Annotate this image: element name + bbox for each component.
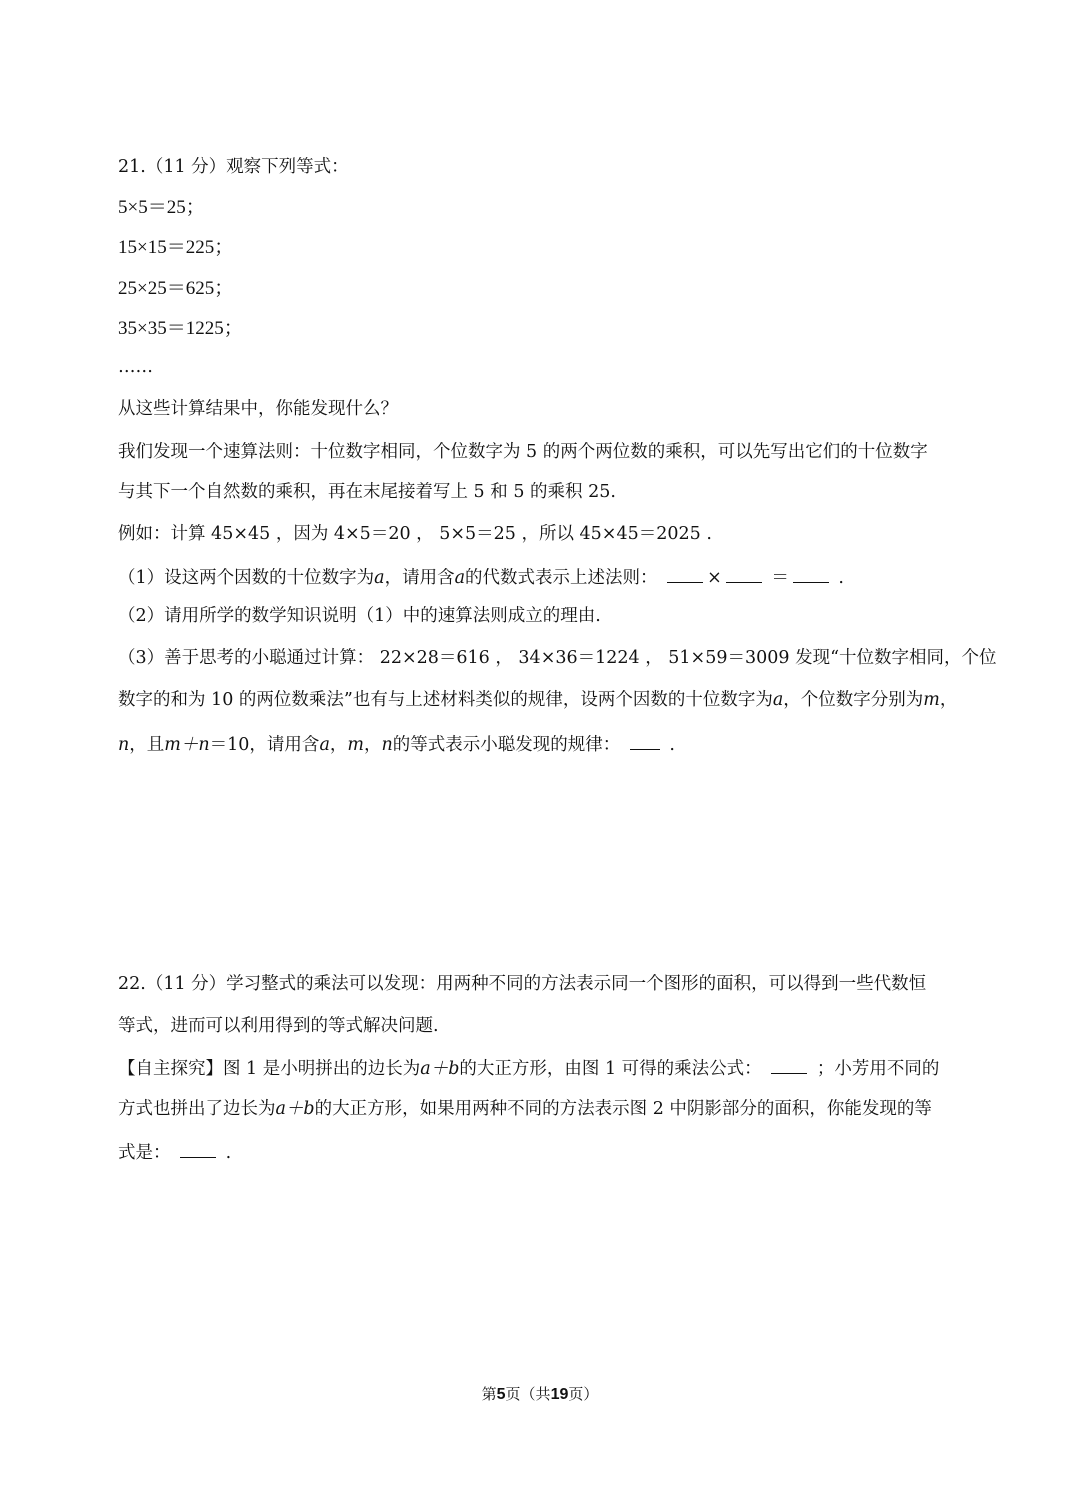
var-m-plus-n: m＋n [164, 735, 210, 755]
q21-part1-end: 的代数式表示上述法则： [465, 568, 658, 588]
q21-part3-line2b: ，个位数字分别为 [783, 690, 924, 710]
q21-part1-var: a [374, 568, 385, 588]
equals-sign: ＝ [771, 568, 789, 588]
q21-rule-line1: 我们发现一个速算法则：十位数字相同，个位数字为 5 的两个两位数的乘积，可以先写出它们的十位数字 [118, 442, 928, 462]
q22-line3 [118, 1055, 968, 1081]
q21-title: 21.（11 分）观察下列等式： [118, 157, 349, 177]
var-n: n [118, 735, 130, 755]
var-a-plus-b: a＋b [420, 1059, 460, 1079]
q22-line5 [118, 1139, 968, 1165]
answer-blank-2[interactable] [726, 564, 762, 583]
q21-equation-2: 15×15＝225； [118, 237, 234, 258]
footer-suffix: 页） [568, 1385, 599, 1403]
q21-example: 例如：计算 45×45 ，因为 4×5＝20 ， 5×5＝25 ，所以 45×45＝2025 . [118, 524, 712, 544]
q21-question: 从这些计算结果中，你能发现什么？ [118, 399, 398, 419]
q21-equation-1: 5×5＝25； [118, 197, 205, 218]
page-footer [0, 1384, 1080, 1405]
q21-part1-mid: ，请用含 [384, 568, 455, 588]
answer-blank-6[interactable] [180, 1139, 216, 1158]
q21-equation-3: 25×25＝625； [118, 278, 234, 299]
q21-ellipsis: …… [118, 357, 153, 377]
var-m: m [923, 690, 940, 710]
q21-part1-text: （1）设这两个因数的十位数字为 [118, 568, 375, 588]
answer-blank-4[interactable] [630, 731, 660, 750]
footer-total-pages: 19 [550, 1386, 569, 1403]
var-m-2: m [347, 735, 364, 755]
q21-part3-line2a: 数字的和为 10 的两位数乘法”也有与上述材料类似的规律，设两个因数的十位数字为 [118, 690, 773, 710]
q22-line2: 等式，进而可以利用得到的等式解决问题. [118, 1016, 439, 1036]
q22-line4 [118, 1097, 968, 1121]
q22-line4a: 方式也拼出了边长为 [118, 1099, 276, 1119]
answer-blank-5[interactable] [771, 1055, 807, 1074]
q21-part3-line1: （3）善于思考的小聪通过计算： 22×28＝616 ， 34×36＝1224 ， 51×59＝3009 发现“十位数字相同，个位 [118, 648, 997, 668]
q22-line5a: 式是： [118, 1143, 171, 1163]
q21-part2: （2）请用所学的数学知识说明（1）中的速算法则成立的理由. [118, 606, 601, 626]
q21-equation-4: 35×35＝1225； [118, 318, 243, 339]
footer-prefix: 第 [481, 1385, 497, 1403]
q21-part3-line3c: ， [329, 735, 348, 755]
var-a-plus-b-2: a＋b [275, 1099, 315, 1119]
q21-part1 [118, 564, 968, 590]
q22-line3b: 的大正方形，由图 1 可得的乘法公式： [459, 1059, 762, 1079]
q21-part3-line3 [118, 731, 968, 757]
q22-line1: 22.（11 分）学习整式的乘法可以发现：用两种不同的方法表示同一个图形的面积，可以得到一些代数恒 [118, 974, 927, 994]
q22-line5b: . [225, 1143, 232, 1163]
answer-blank-3[interactable] [793, 564, 829, 583]
var-n-2: n [381, 735, 393, 755]
q21-part3-line3b: ＝10，请用含 [209, 735, 320, 755]
q21-part3-line2: 数字的和为 10 的两位数乘法”也有与上述材料类似的规律，设两个因数的十位数字为a，个位数字分别为m， [118, 690, 958, 710]
footer-page-number: 5 [496, 1386, 506, 1403]
q22-line3a: 【自主探究】图 1 是小明拼出的边长为 [118, 1059, 421, 1079]
q21-part3-line3e: 的等式表示小聪发现的规律： [392, 735, 621, 755]
times-sign: × [707, 568, 722, 588]
var-a-2: a [319, 735, 330, 755]
q22-line3c: ；小芳用不同的 [816, 1059, 940, 1079]
q21-part3-period: . [669, 735, 675, 755]
q21-part3-line3a: ，且 [129, 735, 165, 755]
q21-part1-period: . [838, 568, 844, 588]
var-a: a [772, 690, 784, 710]
q22-line4b: 的大正方形，如果用两种不同的方法表示图 2 中阴影部分的面积，你能发现的等 [314, 1099, 932, 1119]
footer-mid: 页（共 [505, 1385, 551, 1403]
q21-rule-line2: 与其下一个自然数的乘积，再在末尾接着写上 5 和 5 的乘积 25. [118, 482, 616, 502]
q21-part3-line3d: ， [363, 735, 382, 755]
q21-part1-var2: a [454, 568, 466, 588]
answer-blank-1[interactable] [667, 564, 703, 583]
